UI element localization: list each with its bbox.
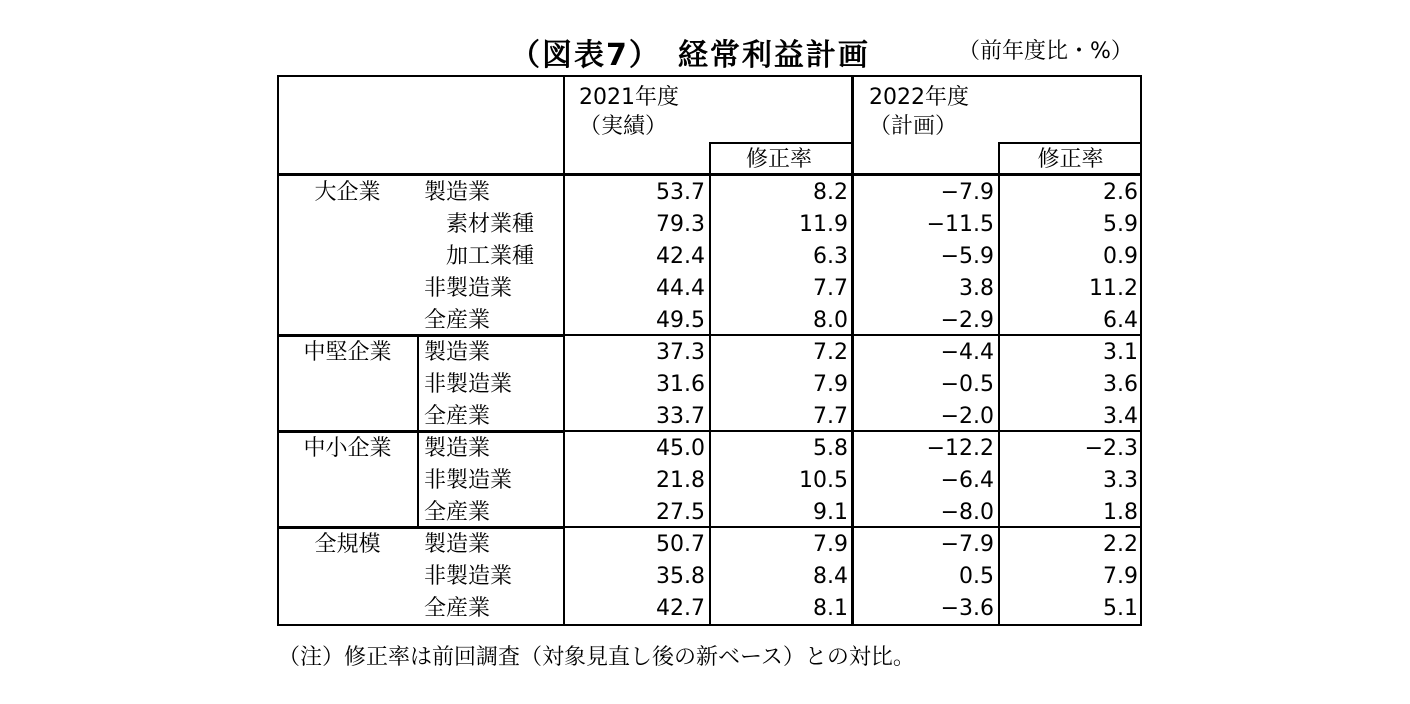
row-label: 製造業 (424, 340, 491, 365)
data-cell: 11.9 (799, 212, 848, 237)
header-2021-revision: 修正率 (745, 147, 812, 172)
data-cell: 5.8 (813, 436, 848, 461)
data-cell: 0.5 (959, 564, 994, 589)
data-cell: −4.4 (940, 340, 994, 365)
header-bottom-rule (277, 173, 1142, 176)
data-cell: −2.3 (1084, 436, 1138, 461)
data-cell: −2.0 (940, 404, 994, 429)
data-cell: 21.8 (656, 468, 705, 493)
group-divider-values (564, 334, 1142, 336)
data-cell: 3.6 (1103, 372, 1138, 397)
row-label: 全産業 (424, 404, 491, 429)
row-label: 非製造業 (424, 564, 513, 589)
row-label: 非製造業 (424, 372, 513, 397)
row-label: 全産業 (424, 308, 491, 333)
data-cell: 7.2 (813, 340, 848, 365)
data-cell: 7.7 (813, 276, 848, 301)
rev-2021-top (709, 142, 852, 144)
header-2022-type: （計画） (869, 114, 958, 139)
data-cell: 2.6 (1103, 180, 1138, 205)
row-label: 製造業 (424, 436, 491, 461)
page-title: （図表7） 経常利益計画 (510, 38, 870, 73)
data-cell: −5.9 (940, 244, 994, 269)
data-cell: 1.8 (1103, 500, 1138, 525)
data-cell: 37.3 (656, 340, 705, 365)
data-cell: 35.8 (656, 564, 705, 589)
group-divider-values (564, 430, 1142, 432)
data-cell: 53.7 (656, 180, 705, 205)
data-cell: −12.2 (926, 436, 994, 461)
row-label: 加工業種 (424, 244, 535, 269)
group-label: 中堅企業 (303, 340, 392, 365)
row-label: 全産業 (424, 500, 491, 525)
data-cell: 42.4 (656, 244, 705, 269)
data-cell: 3.3 (1103, 468, 1138, 493)
table-border-top (277, 75, 1142, 77)
group-label-divider (417, 431, 419, 527)
group-label: 大企業 (314, 180, 381, 205)
data-cell: 8.2 (813, 180, 848, 205)
data-cell: 45.0 (656, 436, 705, 461)
footnote: （注）修正率は前回調査（対象見直し後の新ベース）との対比。 (278, 645, 915, 670)
header-2021-type: （実績） (579, 114, 668, 139)
data-cell: −8.0 (940, 500, 994, 525)
row-label: 素材業種 (424, 212, 535, 237)
profit-plan-table (277, 75, 1142, 626)
rev-2022-top (998, 142, 1142, 144)
data-cell: 8.0 (813, 308, 848, 333)
group-label: 中小企業 (303, 436, 392, 461)
data-cell: 5.9 (1103, 212, 1138, 237)
data-cell: 49.5 (656, 308, 705, 333)
data-cell: 79.3 (656, 212, 705, 237)
data-cell: 42.7 (656, 596, 705, 621)
header-2022-year: 2022年度 (869, 85, 969, 110)
data-cell: 27.5 (656, 500, 705, 525)
data-cell: 3.8 (959, 276, 994, 301)
row-label: 製造業 (424, 180, 491, 205)
data-cell: 7.9 (813, 372, 848, 397)
header-2022-revision: 修正率 (1037, 147, 1104, 172)
data-cell: 11.2 (1089, 276, 1138, 301)
row-label: 非製造業 (424, 276, 513, 301)
data-cell: 31.6 (656, 372, 705, 397)
data-cell: 33.7 (656, 404, 705, 429)
data-cell: 6.3 (813, 244, 848, 269)
unit-label: （前年度比・%） (958, 39, 1133, 64)
data-cell: −2.9 (940, 308, 994, 333)
data-cell: −0.5 (940, 372, 994, 397)
data-cell: 7.9 (1103, 564, 1138, 589)
row-label: 非製造業 (424, 468, 513, 493)
data-cell: 50.7 (656, 532, 705, 557)
data-cell: 6.4 (1103, 308, 1138, 333)
data-cell: 10.5 (799, 468, 848, 493)
data-cell: 5.1 (1103, 596, 1138, 621)
group-label-divider (417, 335, 419, 431)
data-cell: −3.6 (940, 596, 994, 621)
row-label: 製造業 (424, 532, 491, 557)
data-cell: 7.7 (813, 404, 848, 429)
header-2021-year: 2021年度 (579, 85, 679, 110)
data-cell: −7.9 (940, 532, 994, 557)
group-divider-values (564, 526, 1142, 528)
data-cell: −11.5 (926, 212, 994, 237)
data-cell: −6.4 (940, 468, 994, 493)
group-label: 全規模 (314, 532, 381, 557)
data-cell: 7.9 (813, 532, 848, 557)
data-cell: 3.4 (1103, 404, 1138, 429)
data-cell: 9.1 (813, 500, 848, 525)
data-cell: 8.4 (813, 564, 848, 589)
row-label: 全産業 (424, 596, 491, 621)
data-cell: 2.2 (1103, 532, 1138, 557)
data-cell: −7.9 (940, 180, 994, 205)
data-cell: 3.1 (1103, 340, 1138, 365)
data-cell: 0.9 (1103, 244, 1138, 269)
data-cell: 44.4 (656, 276, 705, 301)
data-cell: 8.1 (813, 596, 848, 621)
